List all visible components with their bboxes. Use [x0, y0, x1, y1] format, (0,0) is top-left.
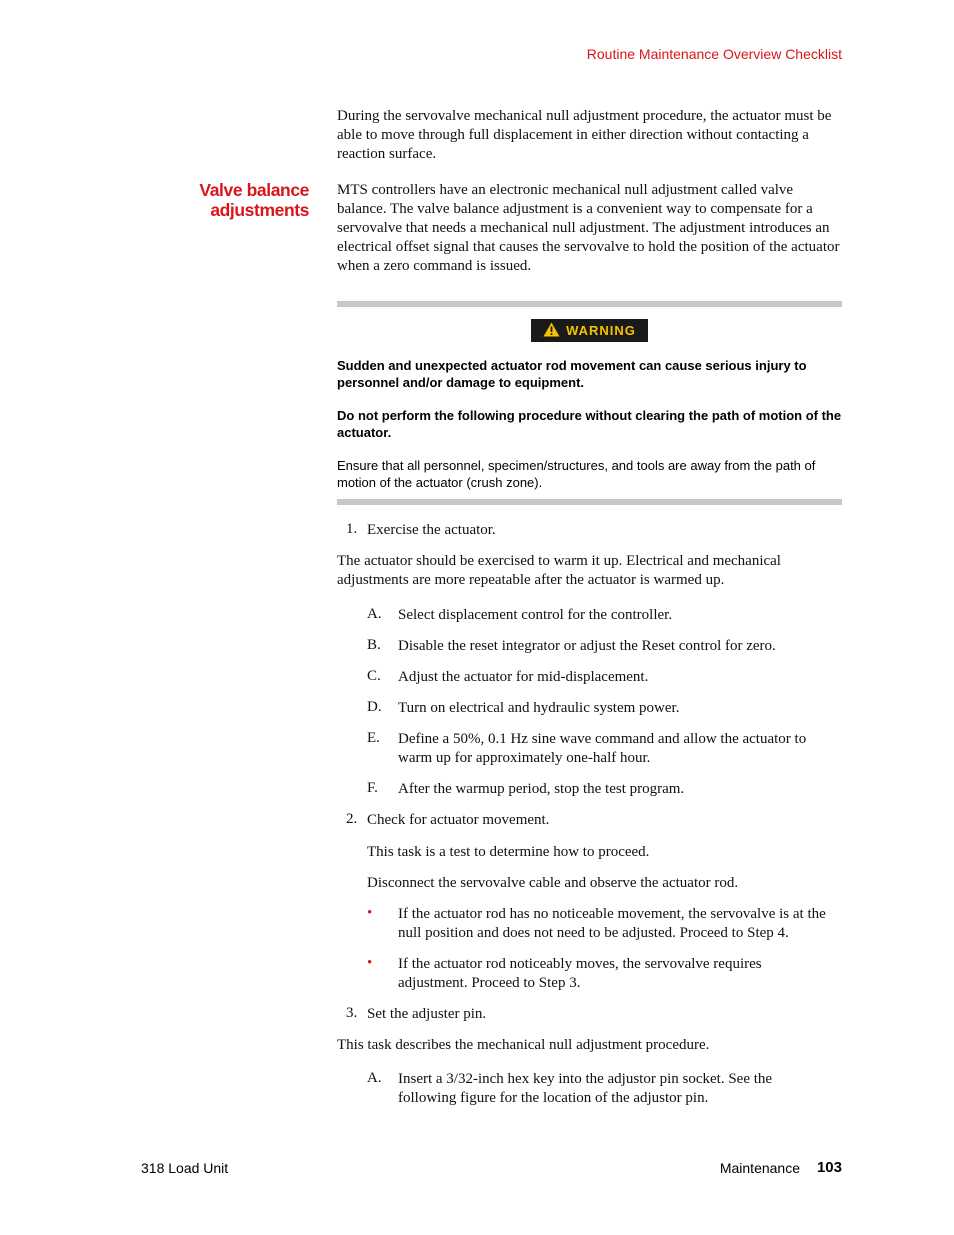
step-1e-letter: E. [367, 730, 380, 746]
footer-chapter: Maintenance [719, 1160, 800, 1176]
warning-label: WARNING [566, 323, 636, 338]
bullet-mark: • [367, 905, 373, 921]
step-1e-text: Define a 50%, 0.1 Hz sine wave command and allow the actuator to warm up for approximately one-half hour. [398, 731, 807, 766]
step-2-note-2: Disconnect the servovalve cable and observe the actuator rod. [367, 875, 739, 891]
step-1b-text: Disable the reset integrator or adjust the Reset control for zero. [398, 638, 776, 654]
step-2-number: 2. [346, 811, 358, 827]
step-1a-letter: A. [367, 606, 382, 622]
step-1c-letter: C. [367, 668, 381, 684]
section-heading-line2: adjustments [210, 200, 309, 220]
step-3-note: This task describes the mechanical null adjustment procedure. [337, 1037, 710, 1053]
warning-triangle-icon [543, 322, 560, 340]
step-1d-letter: D. [367, 699, 382, 715]
section-heading-line1: Valve balance [199, 180, 309, 200]
step-2-note-1: This task is a test to determine how to proceed. [367, 844, 650, 860]
bullet-mark: • [367, 955, 373, 971]
warning-detail: Ensure that all personnel, specimen/structures, and tools are away from the path of motion of the actuator (crush zone). [337, 458, 816, 490]
warning-statement: Sudden and unexpected actuator rod movement can cause serious injury to personnel and/or damage to equipment. [337, 358, 807, 390]
warning-top-rule [337, 301, 842, 307]
section-heading [150, 180, 309, 220]
step-2-bullet-2: If the actuator rod noticeably moves, the servovalve requires adjustment. Proceed to Step 3. [398, 956, 762, 991]
step-1b-letter: B. [367, 637, 381, 653]
step-1a-text: Select displacement control for the controller. [398, 607, 673, 623]
step-2-bullet-1: If the actuator rod has no noticeable movement, the servovalve is at the null position and does not need to be adjusted. Proceed to Step 4. [398, 906, 826, 941]
step-3-text: Set the adjuster pin. [367, 1006, 487, 1022]
intro-paragraph: During the servovalve mechanical null adjustment procedure, the actuator must be able to move through full displacement in either direction without contacting a reaction surface. [337, 108, 832, 162]
section-body: MTS controllers have an electronic mechanical null adjustment called valve balance. The valve balance adjustment is a convenient way to compensate for a servovalve that needs a mechanical null adjustment. The adjustment introduces an electrical offset signal that causes the servovalve to hold the position of the actuator when a zero command is issued. [337, 182, 840, 274]
step-1-note: The actuator should be exercised to warm it up. Electrical and mechanical adjustments are more repeatable after the actuator is warmed up. [337, 553, 781, 588]
footer-page-number: 103 [816, 1159, 842, 1176]
step-3a-letter: A. [367, 1070, 382, 1086]
running-head: Routine Maintenance Overview Checklist [586, 46, 842, 62]
step-1d-text: Turn on electrical and hydraulic system power. [398, 700, 680, 716]
step-1-number: 1. [346, 521, 358, 537]
step-1f-letter: F. [367, 780, 378, 796]
footer-product: 318 Load Unit [141, 1160, 229, 1176]
step-1-text: Exercise the actuator. [367, 522, 496, 538]
step-3a-text: Insert a 3/32-inch hex key into the adjustor pin socket. See the following figure for the location of the adjustor pin. [398, 1071, 773, 1106]
step-1c-text: Adjust the actuator for mid-displacement. [398, 669, 649, 685]
warning-instruction: Do not perform the following procedure without clearing the path of motion of the actuator. [337, 408, 842, 440]
warning-bottom-rule [337, 499, 842, 505]
step-3-number: 3. [346, 1005, 358, 1021]
step-2-text: Check for actuator movement. [367, 812, 550, 828]
step-1f-text: After the warmup period, stop the test program. [398, 781, 685, 797]
warning-badge [531, 319, 648, 342]
